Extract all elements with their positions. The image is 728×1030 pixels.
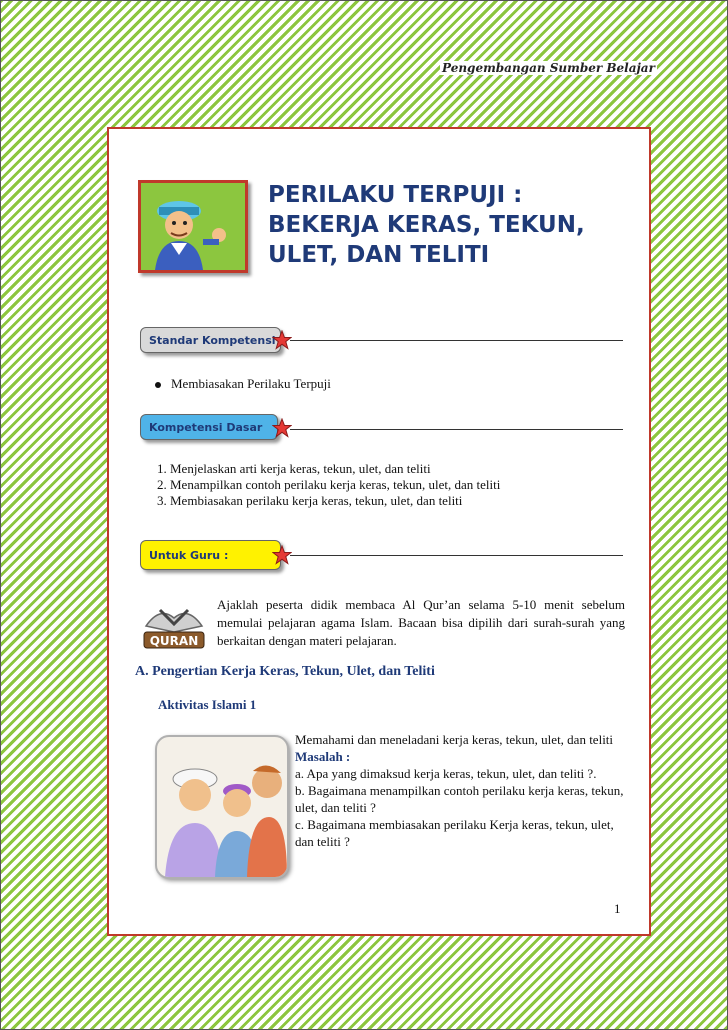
- list-item: 2. Menampilkan contoh perilaku kerja keras, tekun, ulet, dan teliti: [157, 477, 501, 492]
- star-icon: [272, 418, 292, 438]
- divider-rule: [290, 429, 623, 430]
- section-heading: A. Pengertian Kerja Keras, Tekun, Ulet, dan Teliti: [135, 664, 435, 679]
- question-item: c. Bagaimana membiasakan perilaku Kerja keras, tekun, ulet, dan teliti ?: [295, 817, 614, 849]
- kompetensi-list: [157, 461, 500, 509]
- students-illustration: [155, 735, 289, 879]
- untuk-guru-label: Untuk Guru :: [140, 540, 281, 570]
- masalah-label: Masalah :: [295, 749, 351, 764]
- activity-intro: Memahami dan meneladani kerja keras, tekun, ulet, dan teliti: [295, 732, 614, 747]
- teacher-illustration: [138, 180, 248, 273]
- standar-item: Membiasakan Perilaku Terpuji: [171, 376, 331, 391]
- quran-book-icon: [140, 596, 208, 654]
- running-header: Pengembangan Sumber Belajar: [442, 61, 655, 75]
- list-item: 1. Menjelaskan arti kerja keras, tekun, ulet, dan teliti: [157, 461, 431, 476]
- title-line-3: ULET, DAN TELITI: [268, 242, 490, 268]
- activity-text: [295, 731, 627, 850]
- star-icon: [272, 545, 292, 565]
- title-line-1: PERILAKU TERPUJI :: [268, 182, 523, 208]
- guru-paragraph: Ajaklah peserta didik membaca Al Qur’an selama 5-10 menit sebelum memulai pelajaran agama Islam. Bacaan bisa dipilih dari surah-surah yang berkaitan dengan materi pelajaran.: [217, 597, 625, 648]
- kompetensi-dasar-label: Kompetensi Dasar: [140, 414, 278, 440]
- page-number: 1: [614, 901, 621, 916]
- title-line-2: BEKERJA KERAS, TEKUN,: [268, 212, 585, 238]
- question-item: b. Bagaimana menampilkan contoh perilaku kerja keras, tekun, ulet, dan teliti ?: [295, 783, 624, 815]
- activity-heading: Aktivitas Islami 1: [158, 697, 257, 712]
- question-item: a. Apa yang dimaksud kerja keras, tekun, ulet, dan teliti ?.: [295, 766, 597, 781]
- star-icon: [272, 330, 292, 350]
- standar-kompetensi-label: Standar Kompetensi: [140, 327, 281, 353]
- divider-rule: [290, 555, 623, 556]
- divider-rule: [290, 340, 623, 341]
- quran-logo-text: QURAN: [149, 634, 199, 648]
- standar-list: [155, 376, 331, 392]
- lesson-title: [268, 180, 585, 270]
- list-item: 3. Membiasakan perilaku kerja keras, tekun, ulet, dan teliti: [157, 493, 463, 508]
- bullet-icon: [155, 382, 161, 388]
